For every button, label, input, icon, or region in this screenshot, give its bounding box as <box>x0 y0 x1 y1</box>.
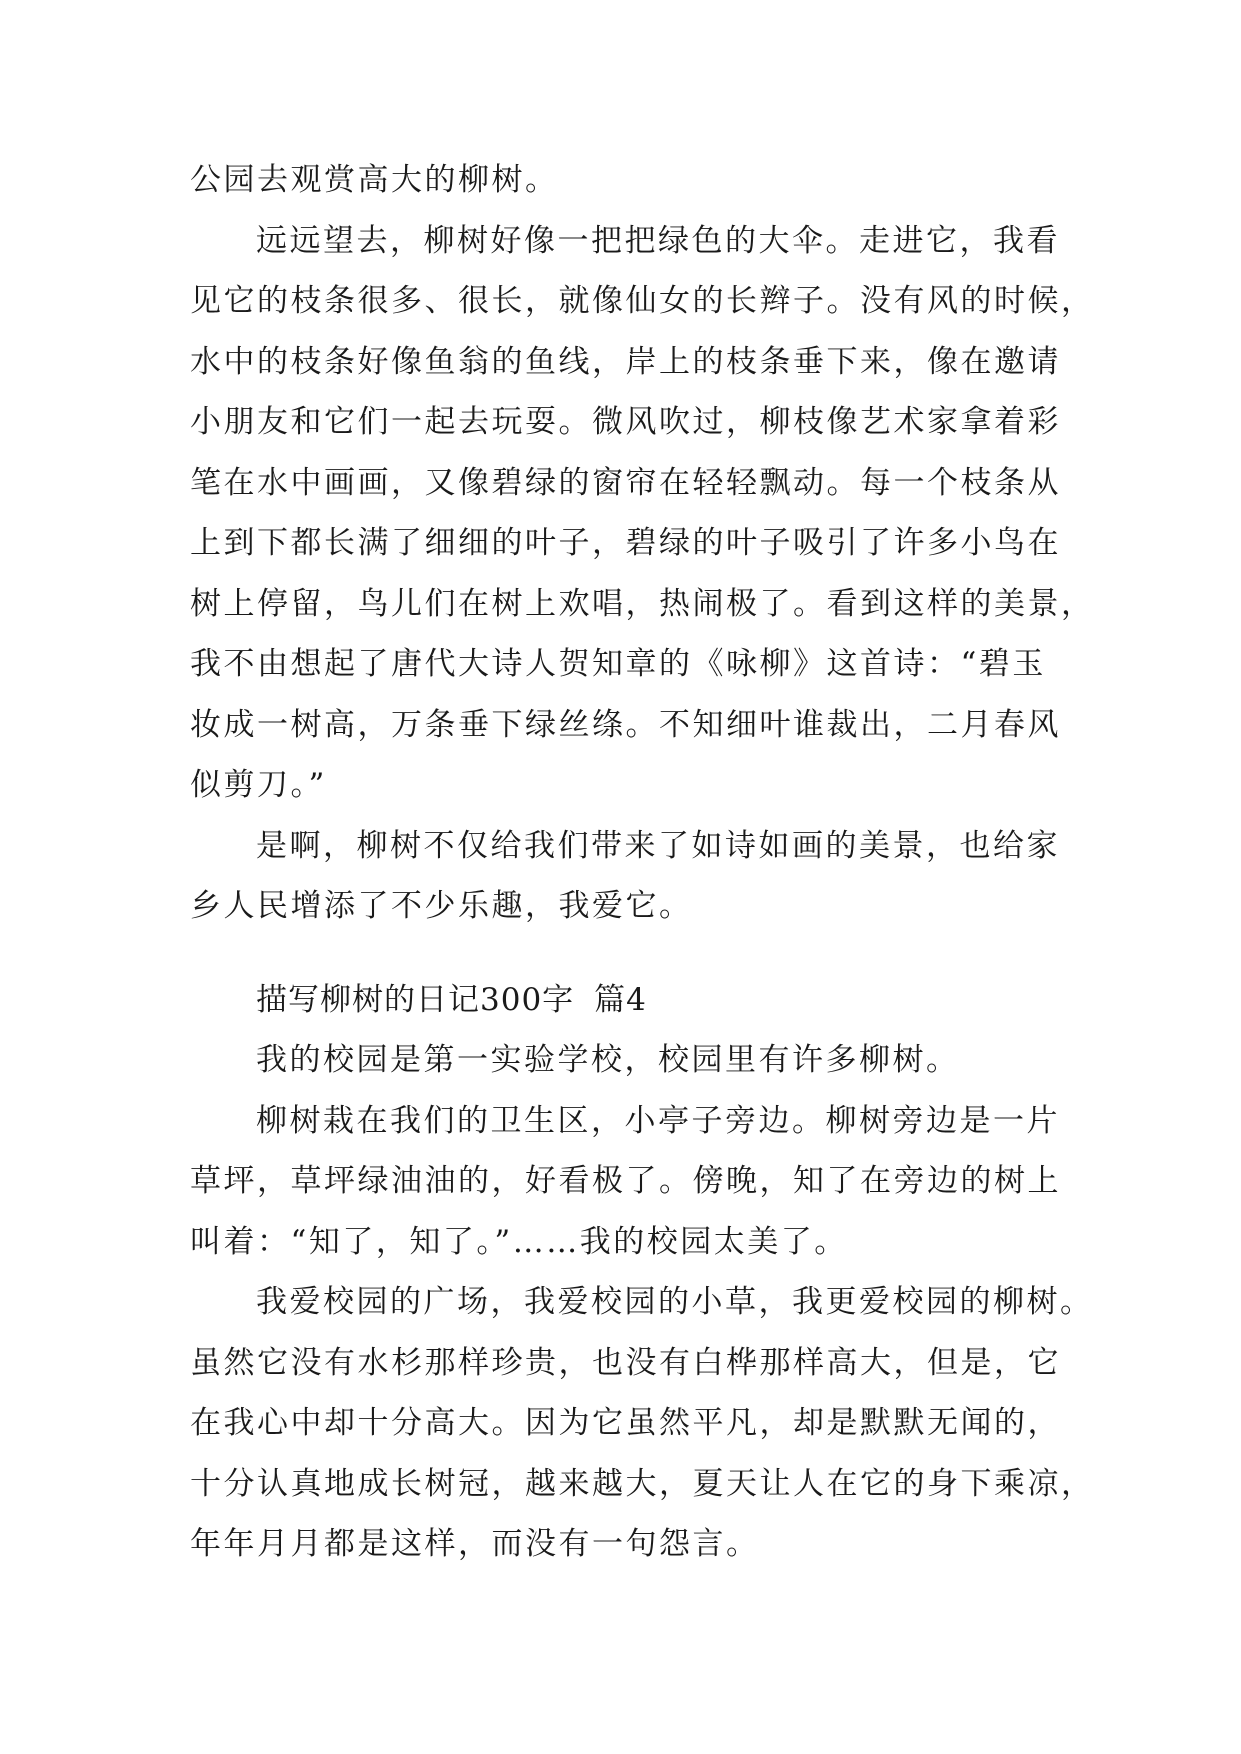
paragraph-line: 在我心中却十分高大。因为它虽然平凡，却是默默无闻的， <box>190 1405 1061 1441</box>
paragraph-line: 我不由想起了唐代大诗人贺知章的《咏柳》这首诗：“碧玉 <box>190 646 1046 682</box>
paragraph-line: 柳树栽在我们的卫生区，小亭子旁边。柳树旁边是一片 <box>256 1102 1060 1139</box>
essay-section-two <box>190 1030 1095 1575</box>
paragraph-line: 妆成一树高，万条垂下绿丝绦。不知细叶谁裁出，二月春风 <box>190 706 1061 743</box>
paragraph-line: 公园去观赏高大的柳树。 <box>190 162 559 198</box>
paragraph-line: 我爱校园的广场，我爱校园的小草，我更爱校园的柳树。 <box>256 1284 1094 1320</box>
heading-title: 描写柳树的日记300字 <box>256 982 575 1018</box>
paragraph-line: 乡人民增添了不少乐趣，我爱它。 <box>190 888 693 924</box>
paragraph-line: 年年月月都是这样，而没有一句怨言。 <box>190 1526 760 1562</box>
paragraph-line: 树上停留，鸟儿们在树上欢唱，热闹极了。看到这样的美景， <box>190 585 1095 622</box>
heading-label: 篇4 <box>594 982 647 1018</box>
paragraph-line: 见它的枝条很多、很长，就像仙女的长辫子。没有风的时候， <box>190 283 1095 319</box>
paragraph-line: 虽然它没有水杉那样珍贵，也没有白桦那样高大，但是，它 <box>190 1344 1061 1381</box>
paragraph-line: 小朋友和它们一起去玩耍。微风吹过，柳枝像艺术家拿着彩 <box>190 404 1061 440</box>
paragraph-line: 叫着：“知了，知了。”……我的校园太美了。 <box>190 1223 848 1260</box>
section-heading <box>256 970 647 1030</box>
paragraph-line: 似剪刀。” <box>190 767 327 803</box>
paragraph-line: 十分认真地成长树冠，越来越大，夏天让人在它的身下乘凉， <box>190 1465 1095 1502</box>
paragraph-line: 草坪，草坪绿油油的，好看极了。傍晚，知了在旁边的树上 <box>190 1163 1061 1199</box>
paragraph-line: 上到下都长满了细细的叶子，碧绿的叶子吸引了许多小鸟在 <box>190 525 1061 561</box>
essay-section-one <box>190 150 1095 937</box>
paragraph-line: 是啊，柳树不仅给我们带来了如诗如画的美景，也给家 <box>256 827 1060 864</box>
paragraph-line: 水中的枝条好像鱼翁的鱼线，岸上的枝条垂下来，像在邀请 <box>190 343 1061 380</box>
paragraph-line: 笔在水中画画，又像碧绿的窗帘在轻轻飘动。每一个枝条从 <box>190 464 1061 501</box>
paragraph-line: 远远望去，柳树好像一把把绿色的大伞。走进它，我看 <box>256 222 1060 259</box>
paragraph-line: 我的校园是第一实验学校，校园里有许多柳树。 <box>256 1042 960 1078</box>
